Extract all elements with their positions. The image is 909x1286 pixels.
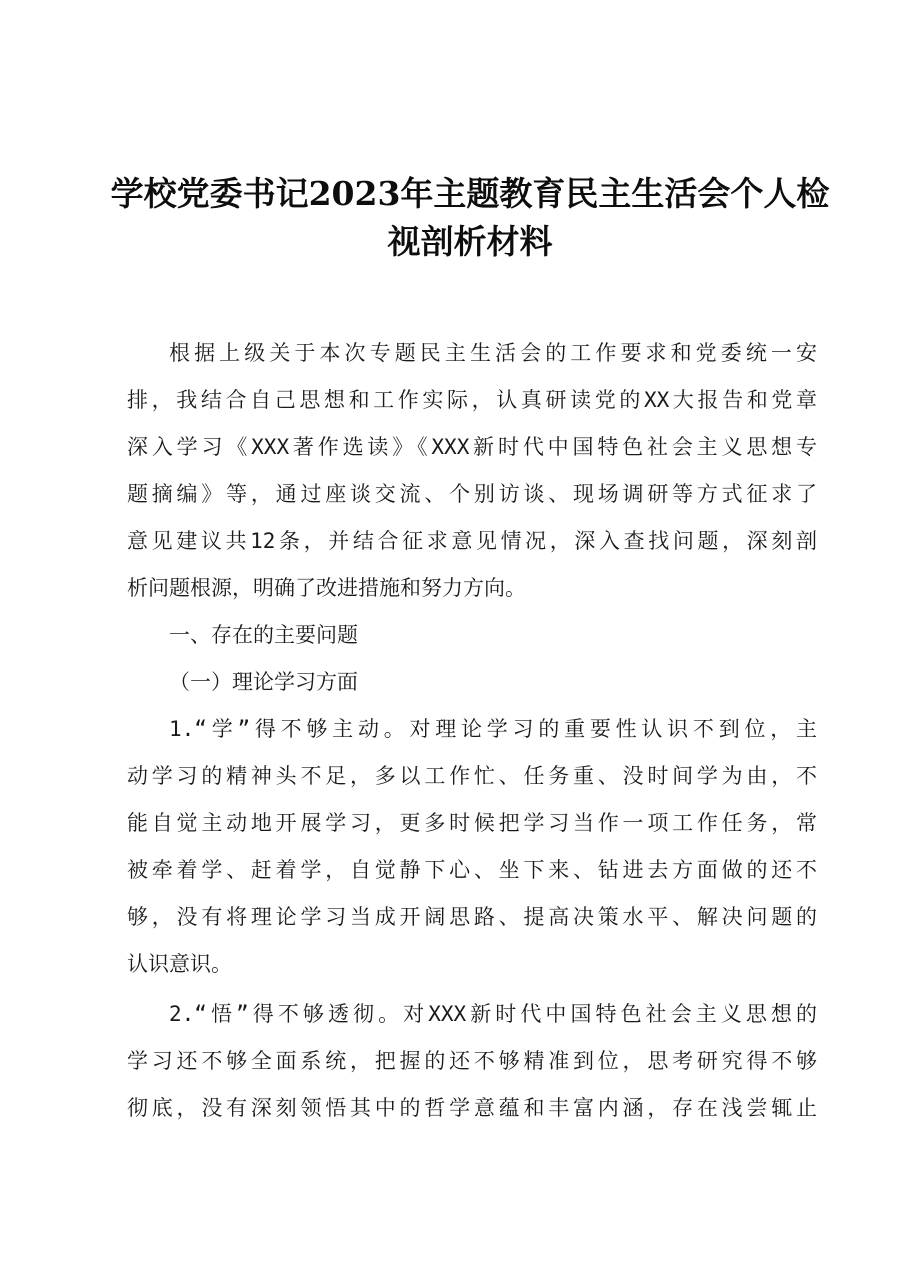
text-line: 排，我结合自己思想和工作实际，认真研读党的XX大报告和党章 [127,388,817,412]
text-line: 彻底，没有深刻领悟其中的哲学意蕴和丰富内涵，存在浅尝辄止 [127,1096,817,1120]
text-line: 被牵着学、赶着学，自觉静下心、坐下来、钻进去方面做的还不 [127,858,817,882]
text-line: 意见建议共12条，并结合征求意见情况，深入查找问题，深刻剖 [127,529,817,553]
text-line: 动学习的精神头不足，多以工作忙、任务重、没时间学为由，不 [127,764,817,788]
section-heading: 一、存在的主要问题 [169,623,358,647]
text-line: 题摘编》等，通过座谈交流、个别访谈、现场调研等方式征求了 [127,482,817,506]
document-body [127,330,817,1132]
text-line: 根据上级关于本次专题民主生活会的工作要求和党委统一安 [169,341,817,365]
title-line-2: 视剖析材料 [387,222,553,261]
point-1-paragraph [127,706,817,988]
subsection-heading: （一）理论学习方面 [169,670,358,694]
text-line: 学习还不够全面系统，把握的还不够精准到位，思考研究得不够 [127,1049,817,1073]
text-line: 够，没有将理论学习当成开阔思路、提高决策水平、解决问题的 [127,905,817,929]
text-line: 析问题根源，明确了改进措施和努力方向。 [127,576,526,600]
text-line: 2.“悟”得不够透彻。对XXX新时代中国特色社会主义思想的 [169,1002,817,1026]
text-line: 认识意识。 [127,952,232,976]
document-title [110,170,830,266]
text-line: 深入学习《XXX著作选读》《XXX新时代中国特色社会主义思想专 [127,435,817,459]
text-line: 能自觉主动地开展学习，更多时候把学习当作一项工作任务，常 [127,811,817,835]
title-line-1: 学校党委书记2023年主题教育民主生活会个人检 [110,174,830,213]
point-2-paragraph [127,991,817,1132]
intro-paragraph [127,330,817,612]
text-line: 1.“学”得不够主动。对理论学习的重要性认识不到位，主 [169,717,817,741]
